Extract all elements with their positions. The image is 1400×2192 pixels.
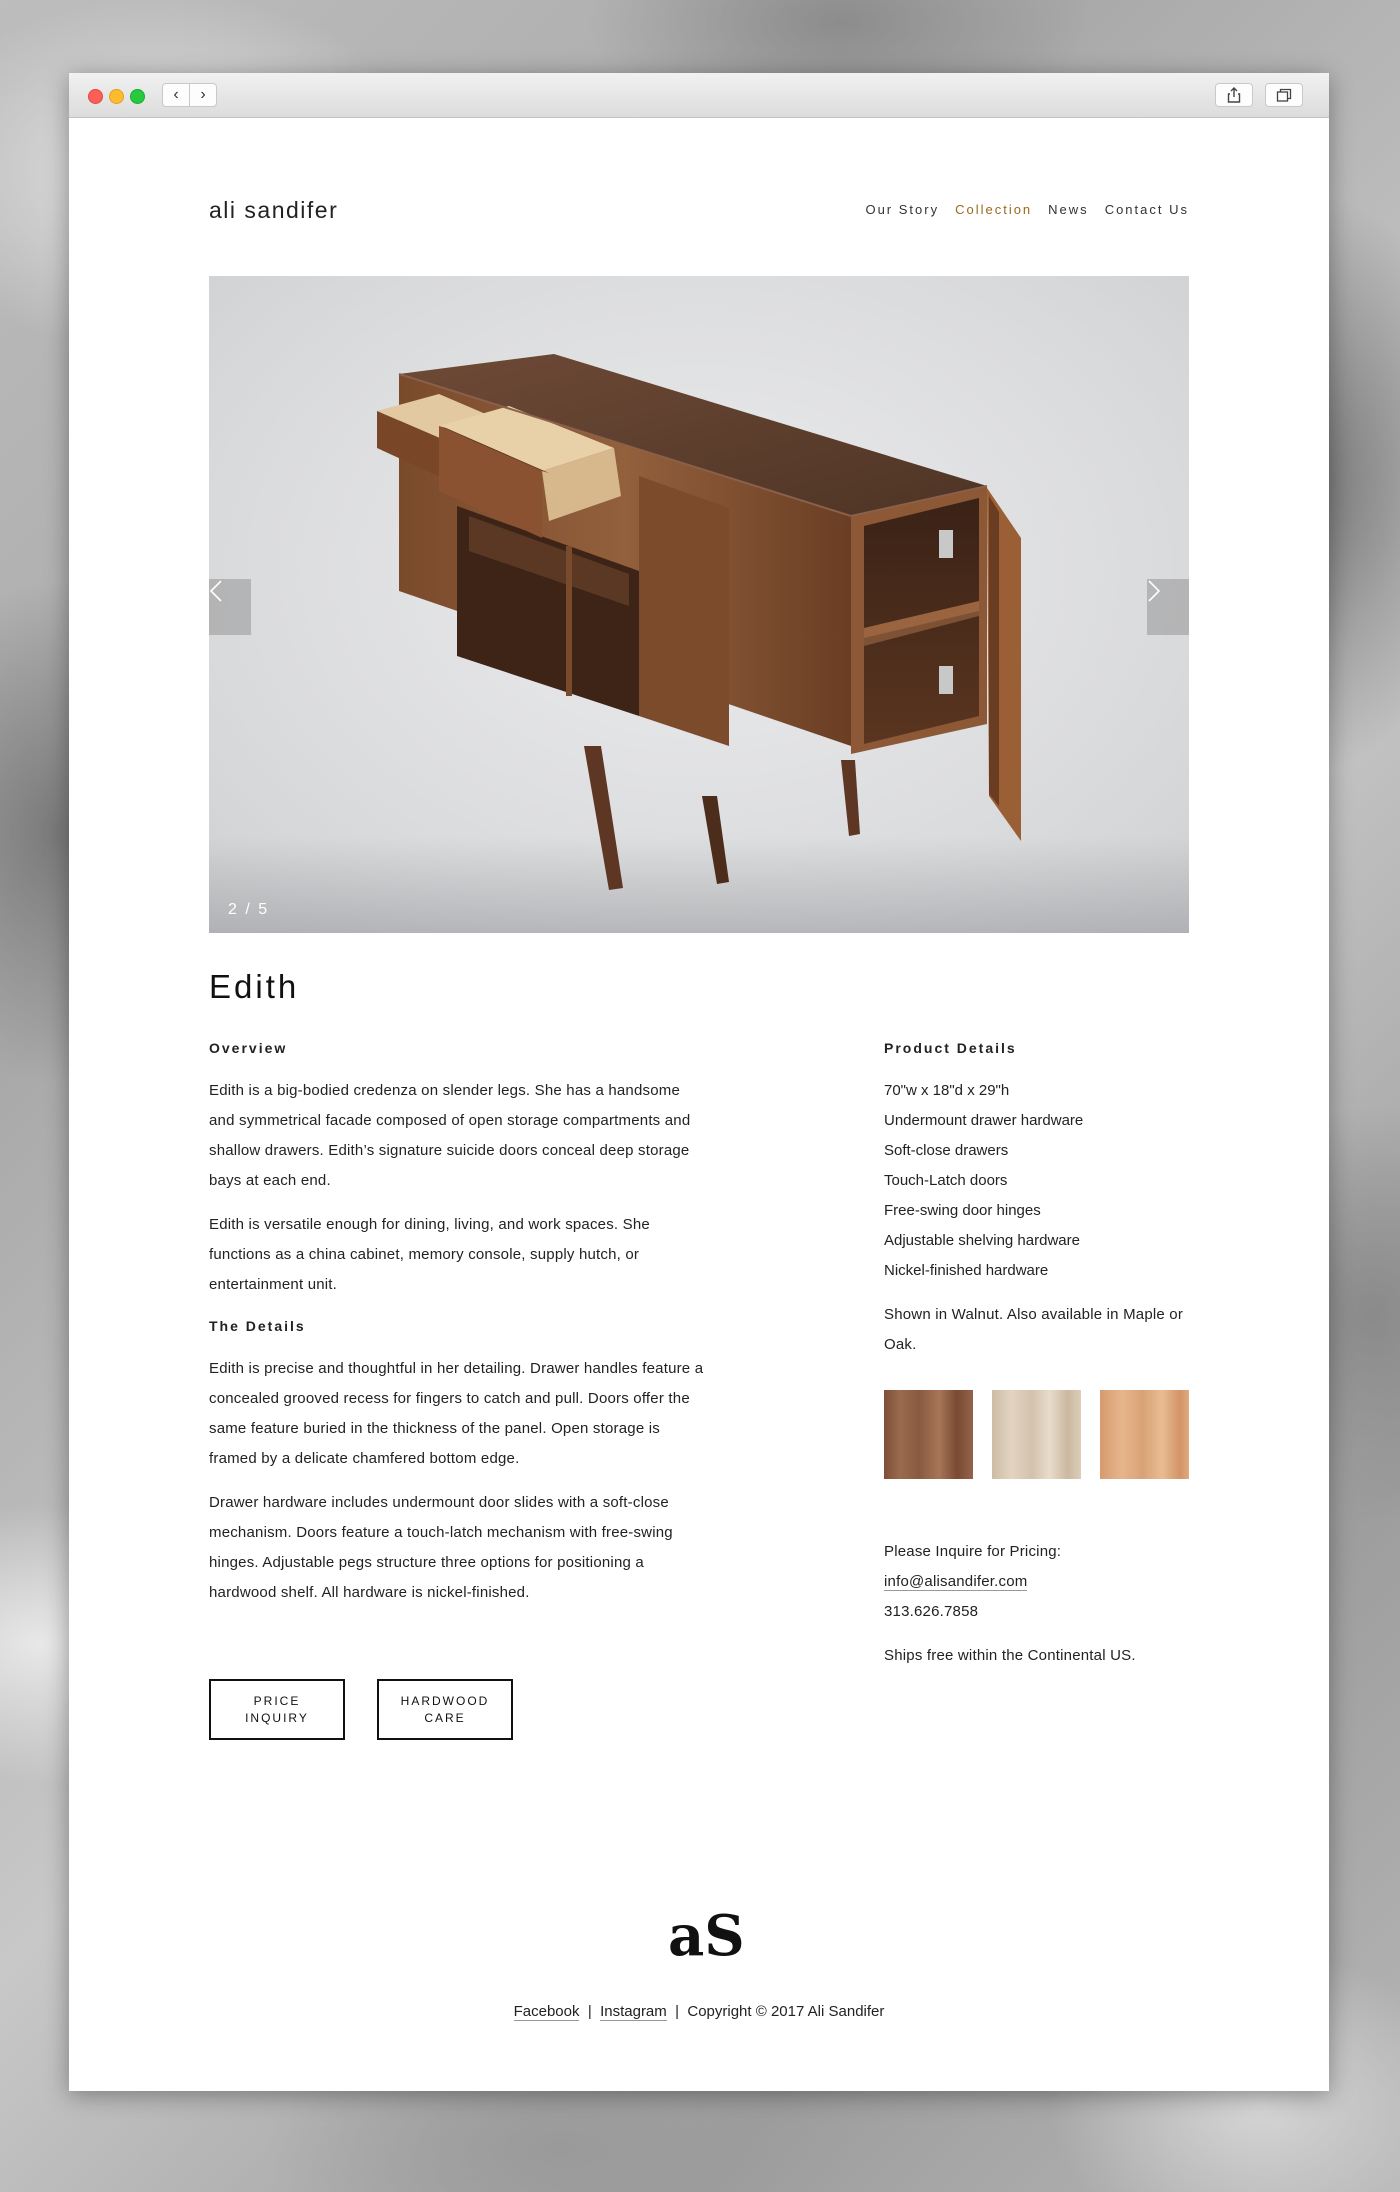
footer-separator: |	[587, 2003, 592, 2020]
chevron-right-icon	[1147, 579, 1161, 603]
list-item: Nickel-finished hardware	[884, 1262, 1049, 1279]
hardwood-care-button[interactable]	[377, 1679, 513, 1740]
maple-swatch[interactable]	[992, 1390, 1081, 1479]
main-nav	[865, 202, 1189, 217]
carousel-next-button[interactable]	[1147, 579, 1189, 635]
product-title: Edith	[209, 968, 300, 1005]
list-item: Adjustable shelving hardware	[884, 1232, 1080, 1249]
product-details-column	[884, 1040, 1194, 1685]
nav-news[interactable]: News	[1048, 202, 1089, 217]
footer-separator: |	[675, 2003, 680, 2020]
browser-window	[69, 73, 1329, 2091]
footer-logo-text: aS	[668, 1903, 745, 1969]
nav-collection[interactable]: Collection	[955, 202, 1033, 217]
finish-note: Shown in Walnut. Also available in Maple or Oak.	[884, 1306, 1184, 1353]
list-item: Free-swing door hinges	[884, 1202, 1041, 1219]
details-paragraph: Drawer hardware includes undermount door slides with a soft-close mechanism. Doors feature a touch-latch mechanism with free-swing hinges. Adjustable pegs structure three options for positioning a hardwood shelf. All hardware is nickel-finished.	[209, 1494, 673, 1601]
carousel-counter: 2 / 5	[228, 901, 270, 918]
maximize-window-icon[interactable]	[130, 89, 145, 104]
show-tabs-button[interactable]	[1265, 83, 1303, 107]
overview-paragraph: Edith is a big-bodied credenza on slender legs. She has a handsome and symmetrical facade composed of open storage compartments and shallow drawers. Edith’s signature suicide doors conceal deep storage bays at each end.	[209, 1082, 691, 1189]
close-window-icon[interactable]	[88, 89, 103, 104]
tabs-icon	[1276, 88, 1292, 102]
oak-swatch[interactable]	[1100, 1390, 1189, 1479]
minimize-window-icon[interactable]	[109, 89, 124, 104]
list-item: Touch-Latch doors	[884, 1172, 1008, 1189]
list-item: 70"w x 18"d x 29"h	[884, 1082, 1010, 1099]
footer-logo[interactable]	[664, 1903, 745, 1969]
share-icon	[1227, 87, 1241, 103]
instagram-link[interactable]: Instagram	[600, 2003, 667, 2020]
walnut-swatch[interactable]	[884, 1390, 973, 1479]
hardwood-care-label: HARDWOOD CARE	[400, 1693, 490, 1725]
nav-contact-us[interactable]: Contact Us	[1104, 202, 1189, 217]
details-paragraph: Edith is precise and thoughtful in her detailing. Drawer handles feature a concealed grooved recess for fingers to catch and pull. Doors offer the same feature buried in the thickness of the panel. Open storage is framed by a delicate chamfered bottom edge.	[209, 1360, 704, 1467]
wood-swatches	[884, 1390, 1194, 1479]
phone-number: 313.626.7858	[884, 1603, 979, 1620]
product-details-list	[884, 1076, 1194, 1286]
list-item: Soft-close drawers	[884, 1142, 1009, 1159]
overview-heading: Overview	[209, 1040, 288, 1056]
browser-back-button[interactable]: ‹	[162, 83, 190, 107]
email-link[interactable]: info@alisandifer.com	[884, 1573, 1028, 1590]
share-button[interactable]	[1215, 83, 1253, 107]
facebook-link[interactable]: Facebook	[513, 2003, 580, 2020]
shipping-note: Ships free within the Continental US.	[884, 1647, 1136, 1664]
copyright-text: Copyright © 2017 Ali Sandifer	[687, 2003, 885, 2020]
list-item: Undermount drawer hardware	[884, 1112, 1084, 1129]
site-footer	[69, 2003, 1329, 2020]
credenza-photo	[209, 276, 1189, 933]
browser-forward-button[interactable]: ›	[189, 83, 217, 107]
details-heading: The Details	[209, 1318, 306, 1334]
nav-our-story[interactable]: Our Story	[865, 202, 940, 217]
price-inquiry-label: PRICE INQUIRY	[245, 1693, 309, 1725]
product-image-carousel[interactable]	[209, 276, 1189, 933]
chevron-left-icon	[209, 579, 223, 603]
overview-paragraph: Edith is versatile enough for dining, living, and work spaces. She functions as a china cabinet, memory console, supply hutch, or entertainment unit.	[209, 1216, 650, 1293]
site-logo[interactable]: ali sandifer	[209, 197, 339, 223]
product-description	[209, 1040, 709, 1622]
product-details-heading: Product Details	[884, 1040, 1017, 1056]
carousel-prev-button[interactable]	[209, 579, 251, 635]
pricing-block	[884, 1537, 1194, 1627]
pricing-label: Please Inquire for Pricing:	[884, 1543, 1062, 1560]
price-inquiry-button[interactable]	[209, 1679, 345, 1740]
browser-titlebar	[69, 73, 1329, 118]
